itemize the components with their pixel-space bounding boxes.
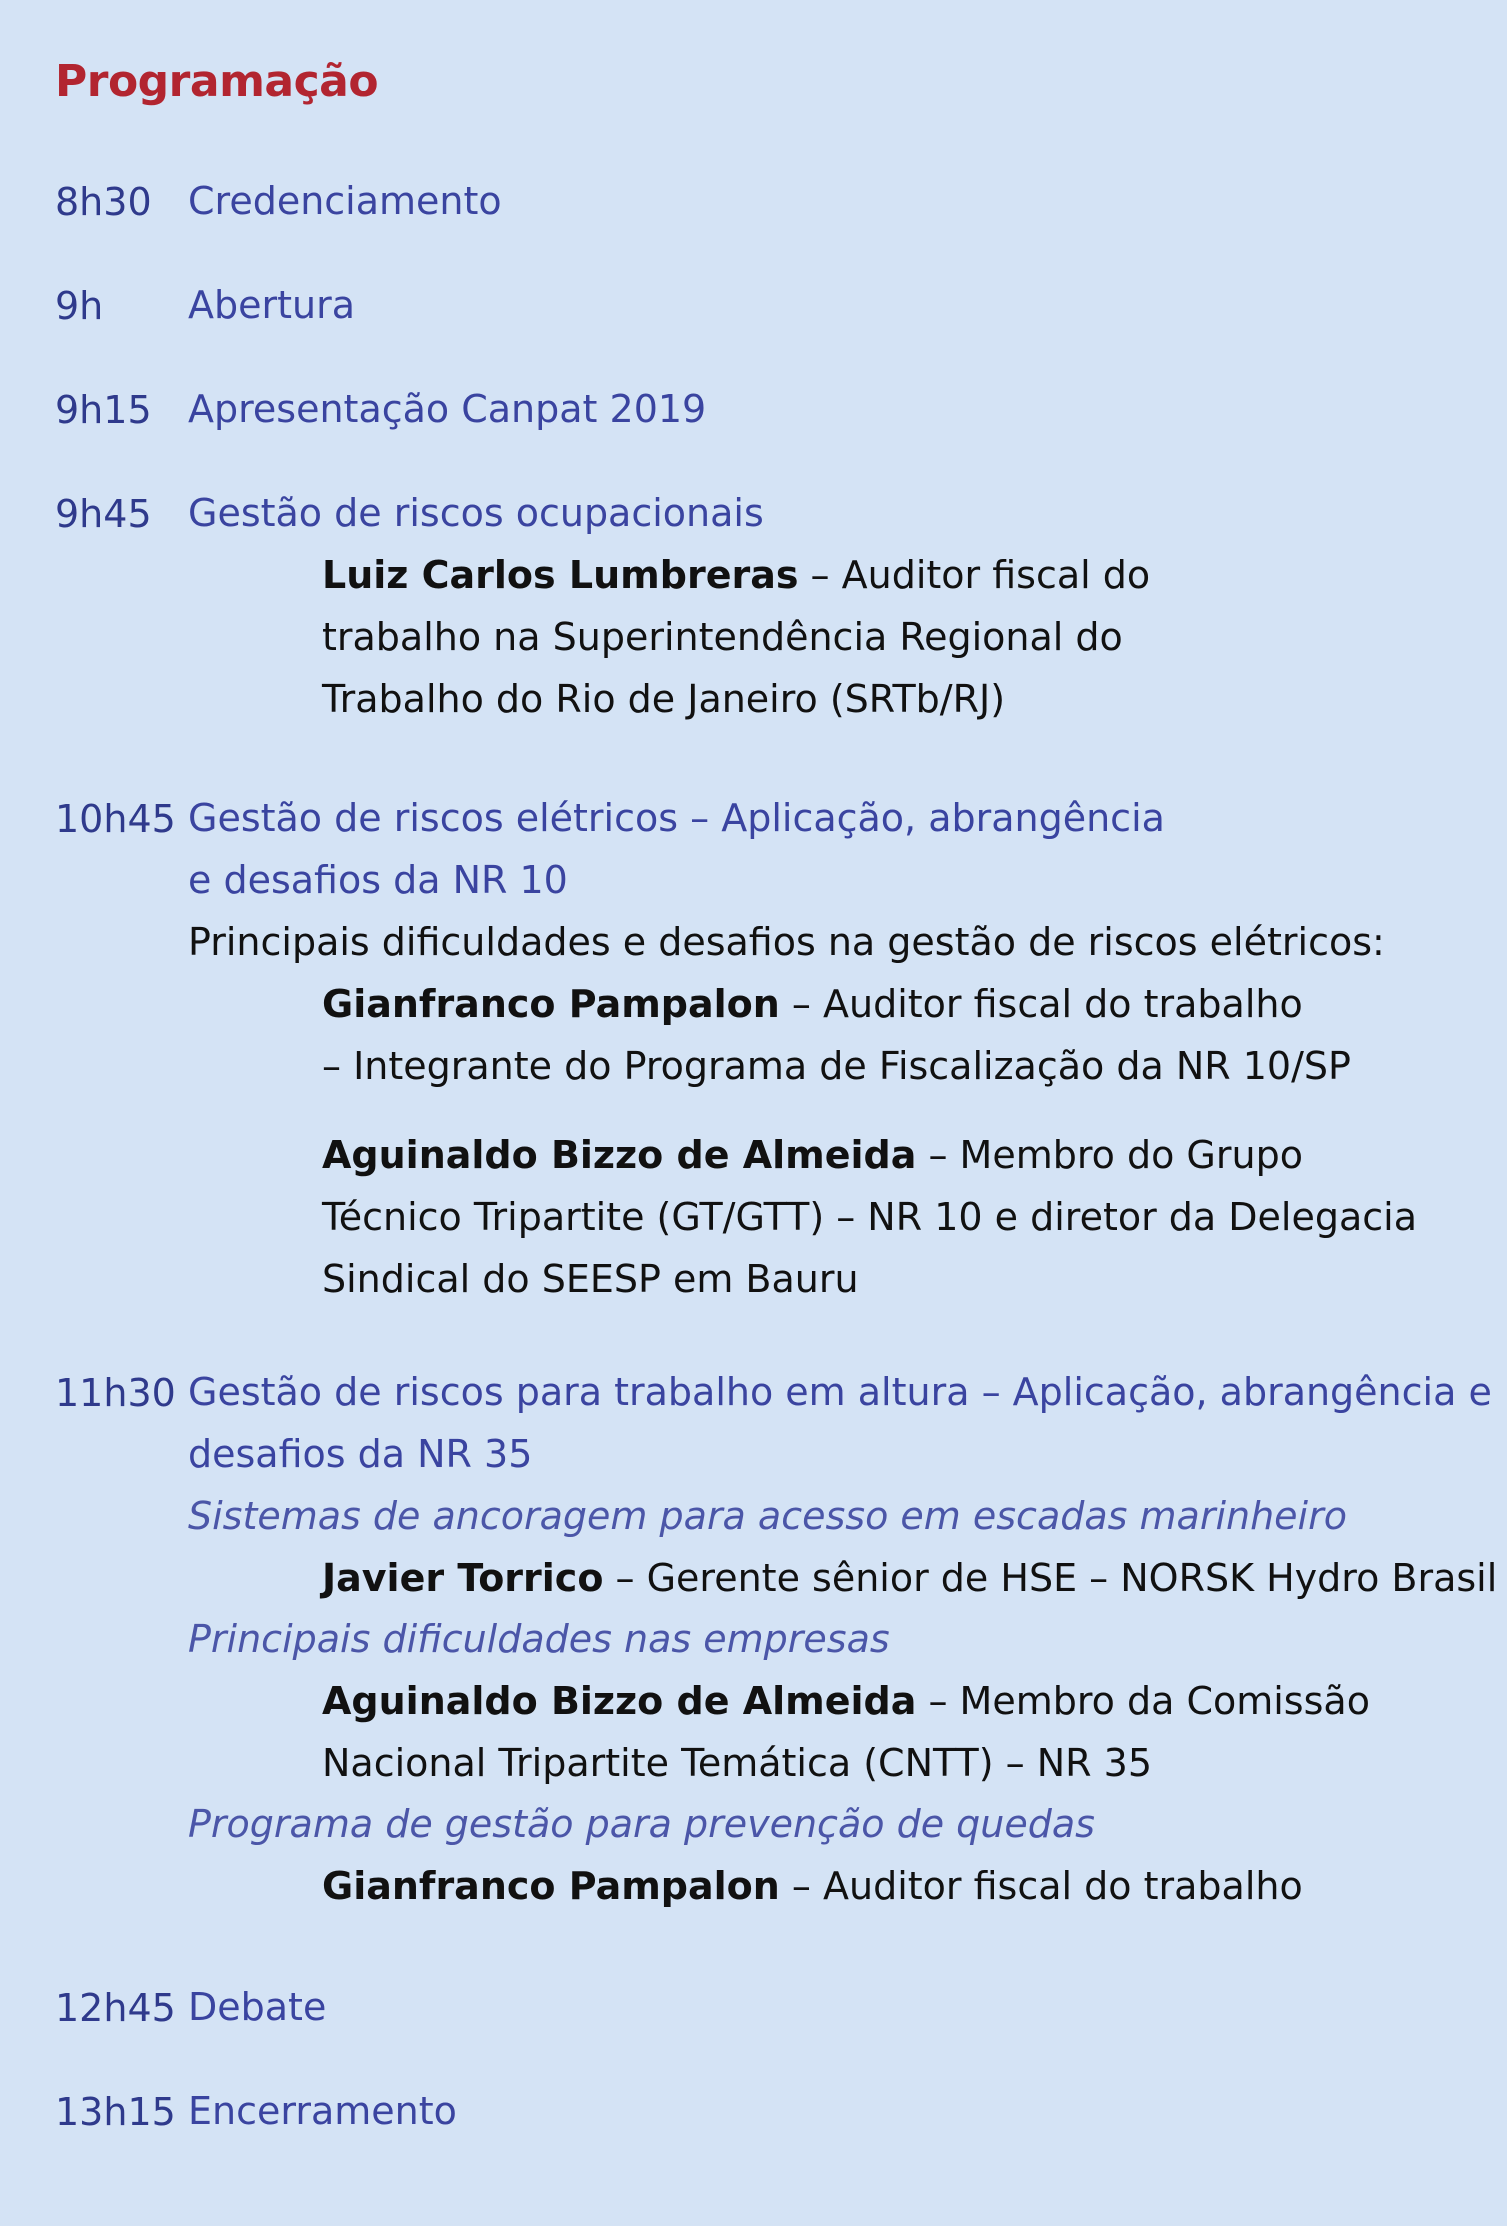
- speaker-name: Gianfranco Pampalon: [322, 982, 780, 1026]
- time-label: 13h15: [55, 2090, 176, 2134]
- time-label: 8h30: [55, 180, 152, 224]
- event-title: Encerramento: [188, 2089, 457, 2133]
- event-title: Credenciamento: [188, 179, 502, 223]
- speaker-block: [322, 973, 1351, 1097]
- event-title-line: Gestão de riscos para trabalho em altura – Aplicação, abrangência e: [188, 1370, 1492, 1414]
- topic-title: Programa de gestão para prevenção de quedas: [188, 1802, 1095, 1846]
- speaker-line: [322, 1855, 1303, 1917]
- speaker-name: Aguinaldo Bizzo de Almeida: [322, 1679, 917, 1723]
- speaker-role: – Auditor fiscal do trabalho: [779, 982, 1303, 1026]
- speaker-block: [322, 1547, 1497, 1609]
- speaker-line: [322, 973, 1351, 1035]
- page-title: Programação: [55, 56, 379, 107]
- time-label: 9h: [55, 284, 104, 328]
- time-label: 10h45: [55, 797, 176, 841]
- speaker-name: Gianfranco Pampalon: [322, 1864, 780, 1908]
- speaker-line: [322, 1547, 1497, 1609]
- speaker-line: [322, 1670, 1370, 1732]
- speaker-line: Técnico Tripartite (GT/GTT) – NR 10 e diretor da Delegacia: [322, 1195, 1418, 1239]
- speaker-name: Luiz Carlos Lumbreras: [322, 553, 799, 597]
- speaker-line: [322, 544, 1150, 606]
- event-title: Debate: [188, 1985, 327, 2029]
- event-title: Apresentação Canpat 2019: [188, 387, 707, 431]
- speaker-line: [322, 1124, 1417, 1186]
- time-label: 9h45: [55, 492, 152, 536]
- event-title: Gestão de riscos ocupacionais: [188, 491, 764, 535]
- speaker-line: – Integrante do Programa de Fiscalização da NR 10/SP: [322, 1044, 1351, 1088]
- speaker-role: – Membro da Comissão: [916, 1679, 1370, 1723]
- time-label: 11h30: [55, 1371, 176, 1415]
- speaker-block: [322, 1670, 1370, 1794]
- event-title: Abertura: [188, 283, 356, 327]
- event-title-line: e desafios da NR 10: [188, 858, 568, 902]
- event-subhead: Principais dificuldades e desafios na gestão de riscos elétricos:: [188, 920, 1385, 964]
- topic-title: Sistemas de ancoragem para acesso em escadas marinheiro: [188, 1494, 1347, 1538]
- speaker-name: Aguinaldo Bizzo de Almeida: [322, 1133, 917, 1177]
- speaker-line: Sindical do SEESP em Bauru: [322, 1257, 859, 1301]
- event-title-line: desafios da NR 35: [188, 1432, 533, 1476]
- speaker-role: – Auditor fiscal do: [798, 553, 1151, 597]
- speaker-role: – Gerente sênior de HSE – NORSK Hydro Brasil: [603, 1556, 1498, 1600]
- time-label: 12h45: [55, 1986, 176, 2030]
- speaker-line: trabalho na Superintendência Regional do: [322, 615, 1123, 659]
- speaker-role: – Auditor fiscal do trabalho: [779, 1864, 1303, 1908]
- speaker-block: [322, 544, 1150, 730]
- speaker-line: Trabalho do Rio de Janeiro (SRTb/RJ): [322, 677, 1006, 721]
- topic-title: Principais dificuldades nas empresas: [188, 1617, 890, 1661]
- speaker-block: [322, 1855, 1303, 1917]
- speaker-role: – Membro do Grupo: [916, 1133, 1303, 1177]
- time-label: 9h15: [55, 388, 152, 432]
- speaker-line: Nacional Tripartite Temática (CNTT) – NR 35: [322, 1741, 1153, 1785]
- speaker-name: Javier Torrico: [322, 1556, 604, 1600]
- event-title-line: Gestão de riscos elétricos – Aplicação, abrangência: [188, 796, 1165, 840]
- speaker-block: [322, 1124, 1417, 1310]
